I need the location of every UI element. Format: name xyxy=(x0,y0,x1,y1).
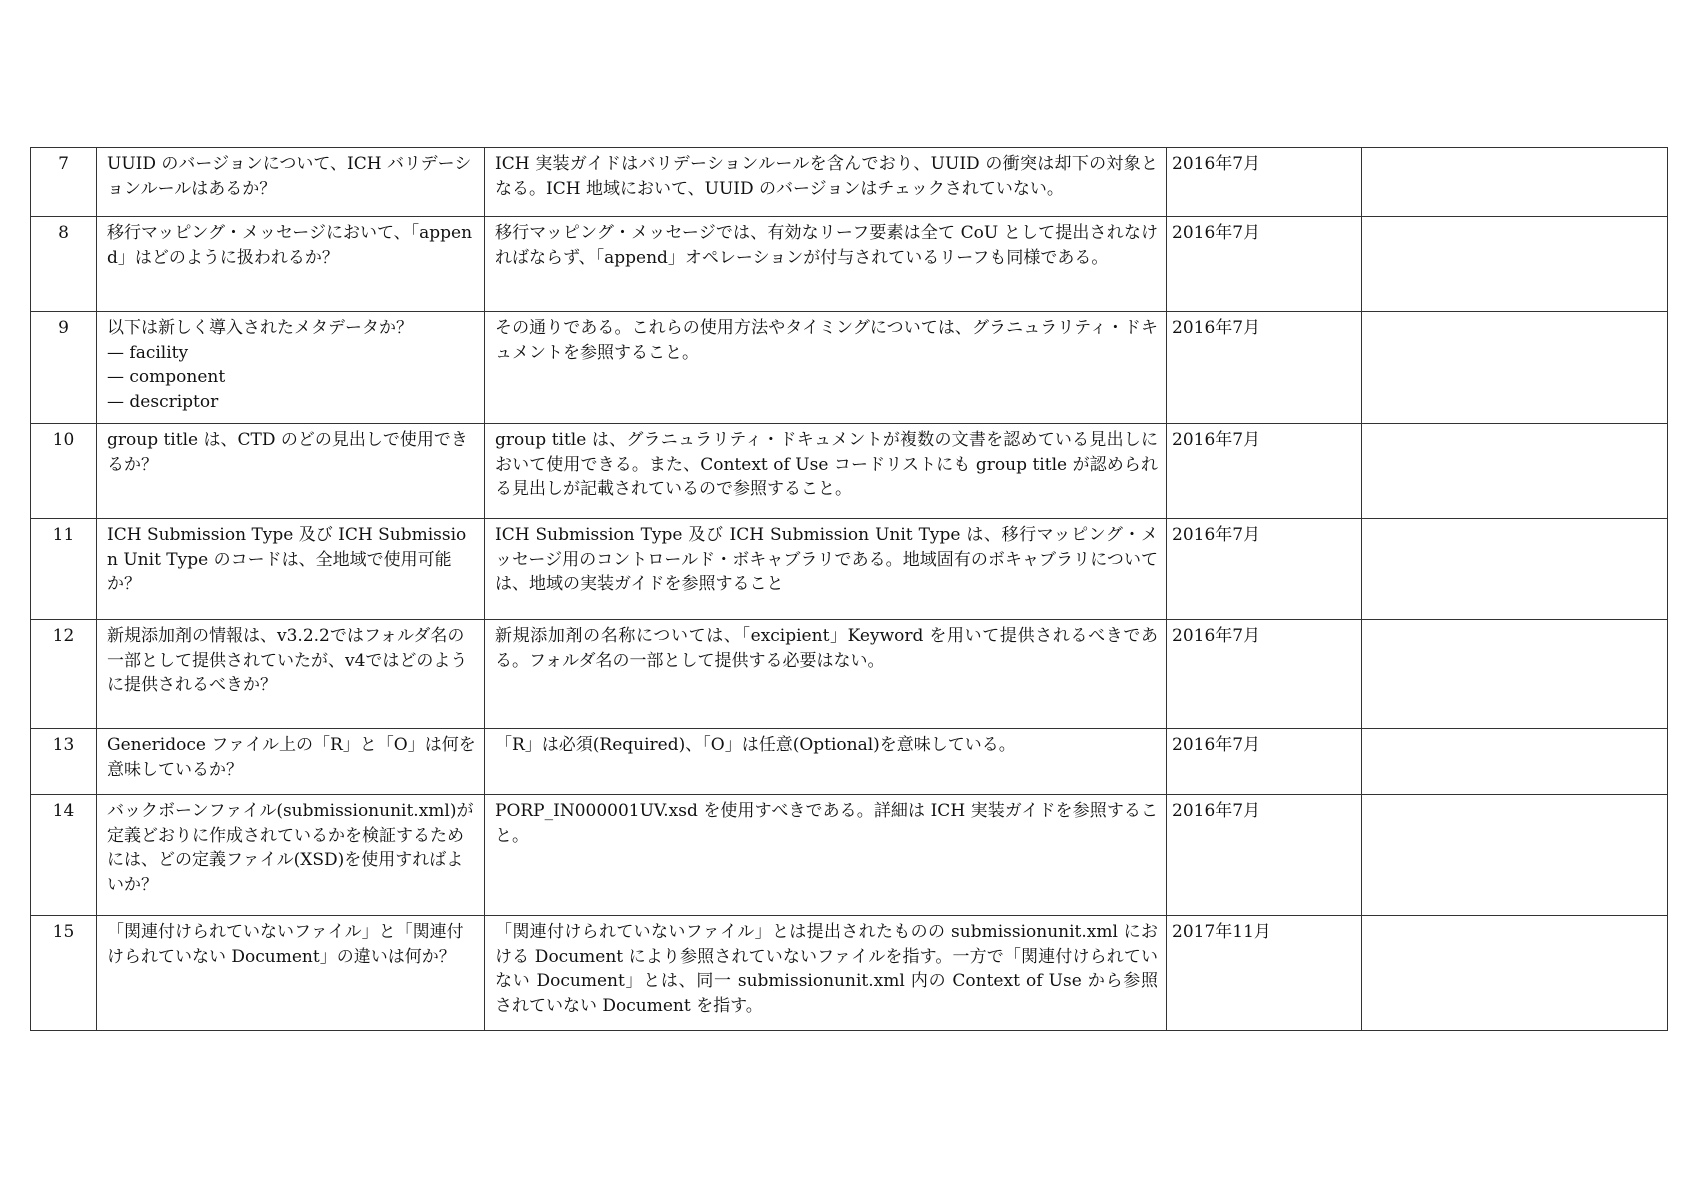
row-number: 13 xyxy=(31,729,97,795)
row-number: 15 xyxy=(31,916,97,1031)
answer-cell: 新規添加剤の名称については、「excipient」Keyword を用いて提供されるべきである。フォルダ名の一部として提供する必要はない。 xyxy=(485,620,1167,729)
date-cell: 2016年7月 xyxy=(1167,217,1362,312)
note-cell xyxy=(1362,729,1668,795)
note-cell xyxy=(1362,620,1668,729)
answer-cell: ICH 実装ガイドはバリデーションルールを含んでおり、UUID の衝突は却下の対象となる。ICH 地域において、UUID のバージョンはチェックされていない。 xyxy=(485,148,1167,217)
note-cell xyxy=(1362,916,1668,1031)
answer-cell: group title は、グラニュラリティ・ドキュメントが複数の文書を認めている見出しにおいて使用できる。また、Context of Use コードリストにも group title が認められる見出しが記載されているので参照すること。 xyxy=(485,424,1167,519)
note-cell xyxy=(1362,424,1668,519)
table-row xyxy=(31,424,1668,519)
question-cell: 移行マッピング・メッセージにおいて、「append」はどのように扱われるか？ xyxy=(97,217,485,312)
answer-cell: その通りである。これらの使用方法やタイミングについては、グラニュラリティ・ドキュメントを参照すること。 xyxy=(485,312,1167,424)
question-cell: 新規添加剤の情報は、v3.2.2ではフォルダ名の一部として提供されていたが、v4ではどのように提供されるべきか？ xyxy=(97,620,485,729)
table-row xyxy=(31,519,1668,620)
date-cell: 2016年7月 xyxy=(1167,312,1362,424)
row-number: 8 xyxy=(31,217,97,312)
question-cell: 「関連付けられていないファイル」と「関連付けられていない Document」の違いは何か？ xyxy=(97,916,485,1031)
question-cell: Generidoce ファイル上の「R」と「O」は何を意味しているか？ xyxy=(97,729,485,795)
date-cell: 2016年7月 xyxy=(1167,519,1362,620)
row-number: 10 xyxy=(31,424,97,519)
note-cell xyxy=(1362,795,1668,916)
question-cell: group title は、CTD のどの見出しで使用できるか？ xyxy=(97,424,485,519)
answer-cell: ICH Submission Type 及び ICH Submission Unit Type は、移行マッピング・メッセージ用のコントロールド・ボキャブラリである。地域固有のボキャブラリについては、地域の実装ガイドを参照すること xyxy=(485,519,1167,620)
date-cell: 2016年7月 xyxy=(1167,795,1362,916)
row-number: 9 xyxy=(31,312,97,424)
note-cell xyxy=(1362,217,1668,312)
table-row xyxy=(31,312,1668,424)
date-cell: 2016年7月 xyxy=(1167,729,1362,795)
question-cell: ICH Submission Type 及び ICH Submission Unit Type のコードは、全地域で使用可能か？ xyxy=(97,519,485,620)
table-row xyxy=(31,795,1668,916)
question-cell: UUID のバージョンについて、ICH バリデーションルールはあるか？ xyxy=(97,148,485,217)
question-cell xyxy=(97,312,485,424)
date-cell: 2016年7月 xyxy=(1167,148,1362,217)
answer-cell: 「R」は必須(Required)、「O」は任意(Optional)を意味している。 xyxy=(485,729,1167,795)
note-cell xyxy=(1362,312,1668,424)
answer-cell: 「関連付けられていないファイル」とは提出されたものの submissionunit.xml における Document により参照されていないファイルを指す。一方で「関連付けられていない Document」とは、同一 submissionunit.xml 内の Context of Use から参照されていない Document を指す。 xyxy=(485,916,1167,1031)
row-number: 14 xyxy=(31,795,97,916)
table-row xyxy=(31,916,1668,1031)
answer-cell: PORP_IN000001UV.xsd を使用すべきである。詳細は ICH 実装ガイドを参照すること。 xyxy=(485,795,1167,916)
metadata-item-component: — component xyxy=(107,367,226,387)
table-row xyxy=(31,217,1668,312)
row-number: 12 xyxy=(31,620,97,729)
table-row xyxy=(31,620,1668,729)
metadata-item-facility: — facility xyxy=(107,342,189,363)
note-cell xyxy=(1362,519,1668,620)
date-cell: 2017年11月 xyxy=(1167,916,1362,1031)
question-cell: バックボーンファイル(submissionunit.xml)が定義どおりに作成されているかを検証するためには、どの定義ファイル(XSD)を使用すればよいか？ xyxy=(97,795,485,916)
answer-cell: 移行マッピング・メッセージでは、有効なリーフ要素は全て CoU として提出されなければならず、「append」オペレーションが付与されているリーフも同様である。 xyxy=(485,217,1167,312)
metadata-item-descriptor: — descriptor xyxy=(107,391,219,412)
row-number: 11 xyxy=(31,519,97,620)
date-cell: 2016年7月 xyxy=(1167,424,1362,519)
qa-table xyxy=(30,147,1668,1031)
row-number: 7 xyxy=(31,148,97,217)
table-row xyxy=(31,148,1668,217)
date-cell: 2016年7月 xyxy=(1167,620,1362,729)
note-cell xyxy=(1362,148,1668,217)
table-row xyxy=(31,729,1668,795)
question-line: 以下は新しく導入されたメタデータか？ xyxy=(107,318,413,338)
